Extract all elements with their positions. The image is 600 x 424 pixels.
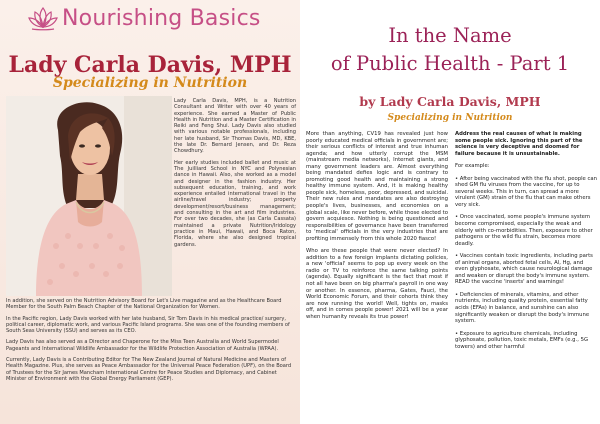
article-lead-paragraph: Address the real causes of what is making some people sick. Ignoring this part of the science is very deceptive and doomed for failure because it is unsustainable.	[455, 131, 583, 157]
bio-paragraph: In addition, she served on the Nutrition Advisory Board for Let's Live magazine and as the Healthcare Board Member for the South Palm Beach Chapter of the National Organization for Women.	[6, 298, 282, 311]
bio-full-width	[6, 298, 296, 387]
article-column-1	[306, 131, 448, 326]
bio-paragraph: Lady Davis has also served as a Director and Chaperone for the Miss Teen Australia and World Supermodel Pageants and International Wildlife Ambassador for the Wildlife Protection Association of Australia (WPAA).	[6, 339, 279, 352]
article-paragraph: Who are these people that were never elected? In addition to a few foreign implants dictating policies, a new 'official' seems to pop up every week on the radio or TV to reinforce the same talking points (agenda). Equally significant is the fact that most if not all have been on big pharma's payroll in one way or another. In essence, pharma, Gates, Fauci, the World Economic Forum, and their cohorts think they are now running the world! Well, tights on, masks off, and in comes people power! 2021 will be a year when humanity reveals its true power!	[306, 248, 448, 320]
article-byline: by Lady Carla Davis, MPH	[359, 94, 541, 109]
author-name: Lady Carla Davis, MPH	[8, 52, 292, 78]
article-paragraph: More than anything, CV19 has revealed just how poorly educated medical officials in government are; their serious conflicts of interest and true inhuman agenda; and how utterly corrupt the MSM (mainstream media networks), Internet giants, and many government leaders are. Almost everything being mandated defies logic and is contrary to promoting good health and maintaining a strong healthy immune system. And, it is making healthy people sick, homeless, poor, depressed, and suicidal. Their new rules and mandates are also destroying people's lives, businesses, and economies on a global scale, like never before, while those elected to govern acquiesce. Nothing is being questioned and responsibilities of governance have been transferred to 'medical' officials in the very industries that are profiting immensely from this whole 2020 fiasco!	[306, 131, 448, 242]
article-bullet: • Deficiencies of minerals, vitamins, and other nutrients, including quality protein, essential fatty acids (EFAs) in balance, and sunshine can also significantly weaken or disrupt the body's immune system.	[455, 291, 590, 325]
article-bullet: • After being vaccinated with the flu shot, people can shed GM flu viruses from the vaccine, for up to several weeks. This in turn, can spread a more virulent (GM) strain of the flu that can make others very sick.	[455, 175, 597, 208]
bio-paragraph: Her early studies included ballet and music at The Juilliard School in NYC and Polynesian dance in Hawaii. Also, she worked as a model and designer in the fashion industry. Her subsequent education, training, and work experience entailed international travel in the airline/travel industry; property development/resort/business management; and consulting in the art and film industries. For over two decades, she (as Carla Cassata) maintained a private Nutrition/Iridology practice in Maui, Hawaii, and Boca Raton, Florida, where she also designed tropical gardens.	[174, 159, 296, 248]
article-bullet: • Vaccines contain toxic ingredients, including parts of animal organs, aborted fetal cells, Al, Hg, and even glyphosate, which cause neurological damage and weaken or disrupt the body's immune system. READ the vaccine 'inserts' and warnings!	[455, 253, 593, 286]
author-portrait	[6, 96, 172, 296]
article-title-line-2: of Public Health - Part 1	[330, 52, 570, 75]
bio-paragraph: In the Pacific region, Lady Davis worked with her late husband, Sir Tom Davis in his medical practice/ surgery, political career, diplomatic work, and various Pacific Island programs. She was one of the founding members of South Seas University (SSU) and serves as its CEO.	[6, 315, 290, 335]
article-bullet: • Exposure to agriculture chemicals, including glyphosate, pollution, toxic metals, EMFs (e.g., 5G towers) and other harmful	[455, 330, 589, 350]
article-bullet: • Once vaccinated, some people's immune system become compromised, especially the weak and elderly with co-morbidities. Then, exposure to other pathogens or the wild flu strain, becomes more deadly.	[455, 214, 593, 247]
masthead	[28, 4, 261, 32]
bio-paragraph: Lady Carla Davis, MPH, is a Nutrition Consultant and Writer with over 40 years of experience. She earned a Master of Public Health in Nutrition and a Master Certification in Reiki and Feng Shui. Lady Davis also studied with various notable professionals, including her late husband, Sir Thomas Davis, MD, KBE, the late Dr. Bernard Jensen, and Dr. Reza Chowdhury.	[174, 98, 296, 155]
article-title	[300, 22, 600, 78]
lotus-icon	[28, 5, 58, 31]
author-tagline: Specializing in Nutrition	[52, 75, 248, 91]
publication-title: Nourishing Basics	[62, 5, 261, 31]
right-page-article	[300, 0, 600, 424]
bio-side-column	[174, 98, 296, 253]
article-paragraph: For example:	[455, 163, 490, 170]
article-title-line-1: In the Name	[388, 24, 512, 47]
article-column-2	[455, 131, 597, 356]
article-byline-tagline: Specializing in Nutrition	[387, 113, 513, 123]
bio-paragraph: Currently, Lady Davis is a Contributing Editor for The New Zealand Journal of Natural Medicine and Masters of Health Magazine. Plus, she serves as Peace Ambassador for the Universal Peace Federation (UPF), on the Board of Trustees for the Sir James Mancham International Centre for Peace Studies and Diplomacy, and Cabinet Minister of Environment with the Global Energy Parliament (GEP).	[6, 357, 292, 382]
